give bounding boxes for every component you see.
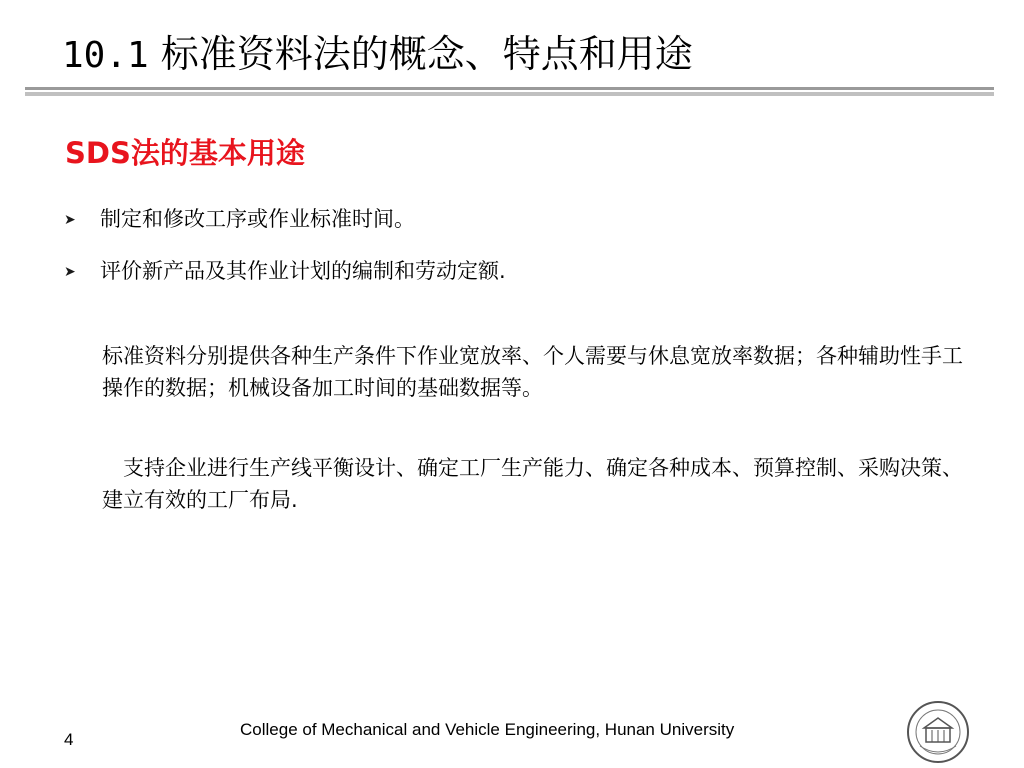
- slide-title: [62, 28, 693, 82]
- bullet-item: [64, 256, 506, 287]
- body-paragraph: 支持企业进行生产线平衡设计、确定工厂生产能力、确定各种成本、预算控制、采购决策、建立有效的工厂布局.: [102, 456, 963, 512]
- footer-text: College of Mechanical and Vehicle Engineering, Hunan University: [240, 720, 735, 739]
- arrow-bullet-icon: ➤: [64, 264, 76, 280]
- title-text: 标准资料法的概念、特点和用途: [160, 32, 693, 76]
- page-number: 4: [64, 730, 74, 749]
- bullet-text: 评价新产品及其作业计划的编制和劳动定额.: [100, 259, 506, 283]
- title-divider: [25, 87, 994, 90]
- bullet-item: [64, 204, 415, 235]
- arrow-bullet-icon: ➤: [64, 212, 76, 228]
- section-subtitle: SDS法的基本用途: [65, 136, 305, 170]
- bullet-text: 制定和修改工序或作业标准时间。: [100, 207, 415, 231]
- university-seal-icon: [906, 700, 970, 764]
- body-paragraph: 标准资料分别提供各种生产条件下作业宽放率、个人需要与休息宽放率数据；各种辅助性手工操作的数据；机械设备加工时间的基础数据等。: [102, 344, 963, 400]
- title-number: 10.1: [62, 35, 149, 76]
- title-divider-shadow: [25, 92, 994, 96]
